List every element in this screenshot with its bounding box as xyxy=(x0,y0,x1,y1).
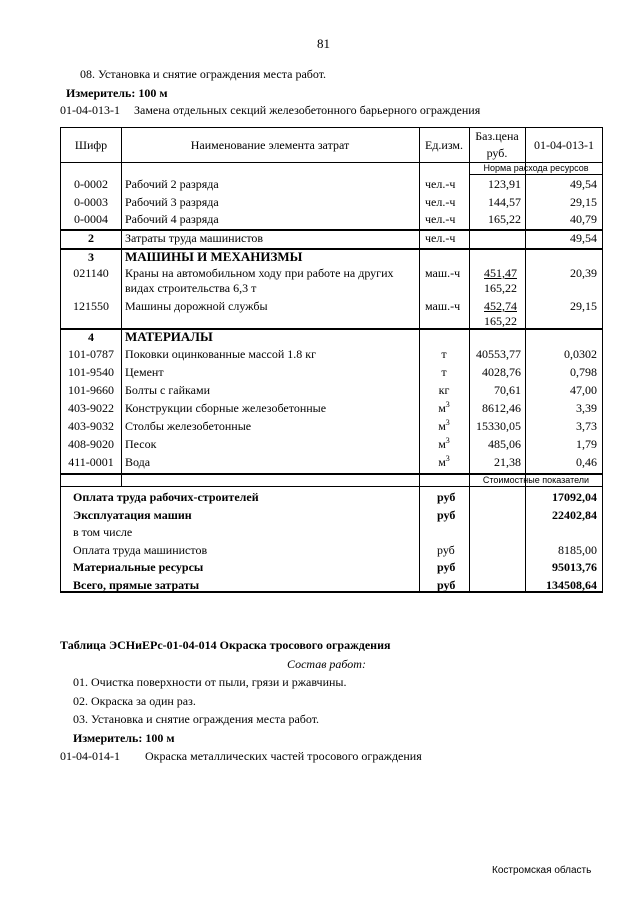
work-item: 02. Окраска за один раз. xyxy=(73,693,196,708)
cost-value: 22402,84 xyxy=(552,507,597,522)
row-price: 15330,05 xyxy=(476,419,521,433)
row-unit: чел.-ч xyxy=(425,195,456,209)
work-item: 01. Очистка поверхности от пыли, грязи и ржавчины. xyxy=(73,675,347,689)
cost-name: Всего, прямые затраты xyxy=(73,577,200,592)
row-value: 29,15 xyxy=(570,299,597,313)
section-name: МАШИНЫ И МЕХАНИЗМЫ xyxy=(125,249,303,264)
row-unit-text: м xyxy=(438,401,446,415)
cost-name: Эксплуатация машин xyxy=(73,507,192,522)
row-code: 101-9540 xyxy=(68,365,114,379)
row-name: Машины дорожной службы xyxy=(125,299,268,313)
norm-title: Окраска металлических частей тросового ограждения xyxy=(145,749,422,763)
norm-title: Замена отдельных секций железобетонного барьерного ограждения xyxy=(134,103,481,117)
row-value: 40,79 xyxy=(570,212,597,226)
table-border xyxy=(602,162,603,593)
work-item: 08. Установка и снятие ограждения места работ. xyxy=(80,67,327,81)
row-value: 20,39 xyxy=(570,266,597,280)
row-name: Цемент xyxy=(125,365,164,379)
row-price: 123,91 xyxy=(488,177,521,191)
cost-unit: руб xyxy=(437,490,456,504)
row-unit-text: кг xyxy=(438,383,450,397)
cost-name: Оплата труда машинистов xyxy=(73,542,208,557)
row-unit-text: м xyxy=(438,455,446,469)
table-title: Таблица ЭСНиЕРс-01-04-014 Окраска тросового ограждения xyxy=(60,638,391,652)
col-header-unit: Ед.изм. xyxy=(424,138,464,152)
section-value: 49,54 xyxy=(570,231,597,245)
row-code: 0-0002 xyxy=(74,177,108,191)
row-unit xyxy=(419,383,469,398)
row-price: 451,47 xyxy=(484,266,517,280)
row-value: 29,15 xyxy=(570,195,597,209)
row-unit: чел.-ч xyxy=(425,177,456,191)
section-unit: чел.-ч xyxy=(425,231,456,245)
row-value: 1,79 xyxy=(576,437,597,451)
section-name: Затраты труда машинистов xyxy=(125,231,264,245)
row-code: 403-9022 xyxy=(68,401,114,415)
row-code: 101-9660 xyxy=(68,383,114,397)
row-unit xyxy=(419,419,469,434)
cost-unit: руб xyxy=(437,577,456,592)
row-unit xyxy=(419,455,469,470)
row-code: 021140 xyxy=(73,266,109,280)
row-code: 0-0003 xyxy=(74,195,108,209)
row-price: 8612,46 xyxy=(482,401,521,415)
row-unit-power: 3 xyxy=(445,436,450,445)
row-line xyxy=(469,486,603,487)
row-unit xyxy=(419,365,469,380)
row-name: Рабочий 3 разряда xyxy=(125,195,219,209)
row-price: 452,74 xyxy=(484,299,517,313)
cost-value: 8185,00 xyxy=(558,542,597,557)
row-unit xyxy=(419,437,469,452)
row-price: 21,38 xyxy=(494,455,521,469)
meter-label: Измеритель: 100 м xyxy=(73,731,175,745)
col-header-price-unit: руб. xyxy=(486,146,508,160)
footer-region: Костромская область xyxy=(492,865,592,876)
row-unit: маш.-ч xyxy=(425,266,461,280)
row-value: 49,54 xyxy=(570,177,597,191)
work-item: 03. Установка и снятие ограждения места работ. xyxy=(73,712,320,726)
row-name: Болты с гайками xyxy=(125,383,211,397)
row-unit-text: т xyxy=(441,347,447,361)
row-price-base: 165,22 xyxy=(484,314,517,328)
row-code: 101-0787 xyxy=(68,347,114,361)
row-value: 3,73 xyxy=(576,419,597,433)
row-code: 121550 xyxy=(73,299,109,313)
cost-label: Стоимостные показатели xyxy=(482,475,590,485)
col-header-code: Шифр xyxy=(74,138,108,152)
cost-name: Оплата труда рабочих-строителей xyxy=(73,490,259,504)
section-number: 3 xyxy=(88,250,94,264)
row-name: Рабочий 2 разряда xyxy=(125,177,219,191)
row-value: 0,46 xyxy=(576,455,597,469)
row-unit-text: т xyxy=(441,365,447,379)
row-name: Поковки оцинкованные массой 1.8 кг xyxy=(125,347,317,361)
row-price-base: 165,22 xyxy=(484,281,517,295)
cost-unit: руб xyxy=(437,560,456,574)
row-name: Рабочий 4 разряда xyxy=(125,212,219,226)
col-header-norm: 01-04-013-1 xyxy=(534,138,594,152)
cost-name: Материальные ресурсы xyxy=(73,560,204,574)
row-unit-power: 3 xyxy=(445,418,450,427)
norm-code: 01-04-013-1 xyxy=(60,103,120,117)
row-value: 0,0302 xyxy=(564,347,597,361)
row-unit xyxy=(419,401,469,416)
cost-name: в том числе xyxy=(73,525,133,539)
section-name: МАТЕРИАЛЫ xyxy=(125,329,213,344)
row-price: 144,57 xyxy=(488,195,521,209)
row-code: 411-0001 xyxy=(68,455,114,469)
cost-value: 134508,64 xyxy=(546,577,597,592)
row-unit: чел.-ч xyxy=(425,212,456,226)
row-unit: маш.-ч xyxy=(425,299,461,313)
row-price: 40553,77 xyxy=(476,347,521,361)
row-price: 70,61 xyxy=(494,383,521,397)
row-price: 4028,76 xyxy=(482,365,521,379)
row-unit-text: м xyxy=(438,419,446,433)
section-number: 2 xyxy=(88,231,94,245)
section-number: 4 xyxy=(88,330,94,344)
norm-label: Норма расхода ресурсов xyxy=(483,163,589,173)
row-name: Конструкции сборные железобетонные xyxy=(125,401,327,415)
row-value: 47,00 xyxy=(570,383,597,397)
row-name-cont: видах строительства 6,3 т xyxy=(125,281,257,295)
row-name: Песок xyxy=(125,437,157,451)
row-code: 0-0004 xyxy=(74,212,108,226)
row-code: 403-9032 xyxy=(68,419,114,433)
row-value: 0,798 xyxy=(570,365,597,379)
row-unit-power: 3 xyxy=(445,400,450,409)
col-header-name: Наименование элемента затрат xyxy=(190,138,350,152)
cost-value: 95013,76 xyxy=(552,560,597,574)
cost-value: 17092,04 xyxy=(552,490,597,504)
cost-unit: руб xyxy=(437,507,456,522)
row-unit-text: м xyxy=(438,437,446,451)
meter-label: Измеритель: 100 м xyxy=(66,86,168,100)
row-value: 3,39 xyxy=(576,401,597,415)
works-heading: Состав работ: xyxy=(287,657,366,671)
row-unit-power: 3 xyxy=(445,454,450,463)
row-line xyxy=(469,174,603,175)
row-name: Краны на автомобильном ходу при работе на других xyxy=(125,266,394,280)
row-price: 485,06 xyxy=(488,437,521,451)
cost-unit: руб xyxy=(437,542,455,557)
row-name: Вода xyxy=(125,455,151,469)
page-number: 81 xyxy=(317,36,330,51)
row-name: Столбы железобетонные xyxy=(125,419,252,433)
row-price: 165,22 xyxy=(488,212,521,226)
row-unit xyxy=(419,347,469,362)
col-header-price: Баз.цена xyxy=(475,129,519,143)
row-code: 408-9020 xyxy=(68,437,114,451)
norm-code: 01-04-014-1 xyxy=(60,749,120,763)
row-line xyxy=(60,486,470,487)
